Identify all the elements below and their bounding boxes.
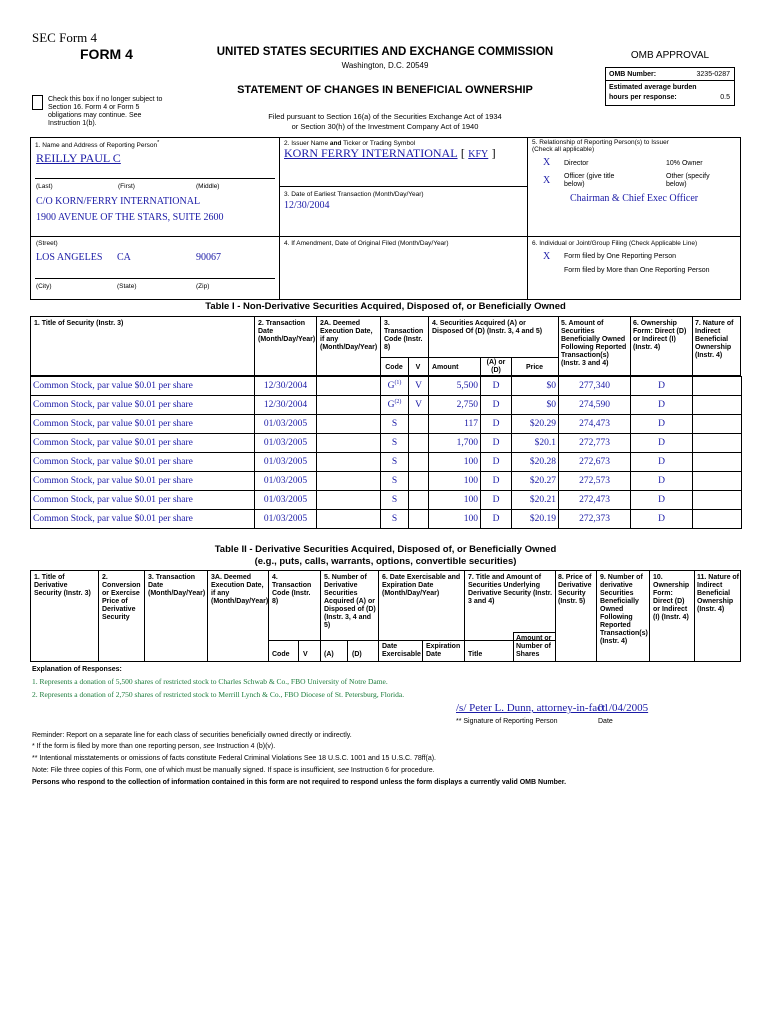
- officer-title: Chairman & Chief Exec Officer: [570, 193, 699, 204]
- address-line1: C/O KORN/FERRY INTERNATIONAL: [36, 196, 201, 207]
- row-ownership-form-text: D: [658, 457, 665, 467]
- row-owned-text: 272,573: [579, 476, 610, 486]
- row-amount: [429, 434, 481, 453]
- row-owned: [559, 396, 631, 415]
- footer-omb: Persons who respond to the collection of information contained in this form are not required to respond unless the form displays a currently valid OMB Number.: [32, 779, 567, 786]
- ticker-bracket-close: ]: [491, 146, 496, 160]
- row-a-or-d: [481, 472, 512, 491]
- t2-h9: 9. Number of derivative Securities Beneficially Owned Following Reported Transaction(s) (Instr. 4): [600, 574, 648, 645]
- row-ownership-form-text: D: [658, 400, 665, 410]
- table2-subtitle: (e.g., puts, calls, warrants, options, convertible securities): [254, 556, 517, 567]
- row-deemed-date: [317, 472, 381, 491]
- table-row: [31, 377, 742, 396]
- row-price-text: $0: [546, 381, 556, 391]
- t1-h2a: 2A. Deemed Execution Date, if any (Month/Day/Year): [320, 320, 378, 351]
- table1-body: [30, 376, 742, 529]
- row-transaction-date-text: 12/30/2004: [263, 381, 308, 391]
- row-code: [381, 377, 409, 396]
- box1-label: 1. Name and Address of Reporting Person*: [35, 140, 160, 150]
- row-code: [381, 396, 409, 415]
- t1-code: Code: [385, 364, 403, 371]
- row-a-or-d: [481, 453, 512, 472]
- row-security-title: [31, 510, 255, 529]
- omb-hours-label: hours per response:: [609, 94, 677, 101]
- row-ownership-form: [631, 510, 693, 529]
- box3-label: 3. Date of Earliest Transaction (Month/Day/Year): [284, 191, 424, 198]
- officer-check[interactable]: X: [543, 175, 551, 186]
- row-a-or-d: [481, 510, 512, 529]
- t1-price: Price: [525, 364, 544, 371]
- t1-h7: 7. Nature of Indirect Beneficial Ownership (Instr. 4): [695, 320, 734, 359]
- row-a-or-d-text: D: [492, 381, 500, 391]
- row-code-text: S: [391, 514, 398, 524]
- row-security-title: [31, 377, 255, 396]
- row-deemed-date: [317, 377, 381, 396]
- row-a-or-d-text: D: [492, 476, 500, 486]
- box2-label: 2. Issuer Name and Ticker or Trading Symbol: [284, 140, 416, 147]
- row-transaction-date: [255, 510, 317, 529]
- row-amount-text: 5,500: [456, 381, 478, 391]
- section16-checkbox[interactable]: [32, 95, 43, 110]
- row-amount: [429, 453, 481, 472]
- issuer-name: KORN FERRY INTERNATIONAL: [284, 146, 458, 160]
- table1-title: Table I - Non-Derivative Securities Acquired, Disposed of, or Beneficially Owned: [205, 301, 566, 312]
- row-amount: [429, 377, 481, 396]
- table-row: [31, 434, 742, 453]
- row-price-text: $20.1: [534, 438, 556, 448]
- t2-h10: 10. Ownership Form: Direct (D) or Indirect (I) (Instr. 4): [653, 574, 690, 621]
- row-nature: [693, 491, 742, 510]
- row-ownership-form-text: D: [658, 419, 665, 429]
- table-row: [31, 415, 742, 434]
- table-row: [31, 453, 742, 472]
- signature-label: ** Signature of Reporting Person: [456, 718, 558, 725]
- t2-code: Code: [272, 651, 290, 658]
- row-a-or-d: [481, 415, 512, 434]
- signature: /s/ Peter L. Dunn, attorney-in-fact: [456, 702, 606, 714]
- row-code: [381, 453, 409, 472]
- row-deemed-date: [317, 510, 381, 529]
- row-ownership-form: [631, 491, 693, 510]
- row-security-title-text: Common Stock, par value $0.01 per share: [33, 400, 193, 410]
- t2-a: (A): [324, 651, 334, 658]
- t1-h1: 1. Title of Security (Instr. 3): [34, 320, 124, 327]
- row-price: [512, 472, 559, 491]
- table2-title: Table II - Derivative Securities Acquired, Disposed of, or Beneficially Owned: [214, 544, 557, 555]
- row-a-or-d-text: D: [492, 400, 500, 410]
- sec-form-label: SEC Form 4: [32, 30, 98, 45]
- footer-misstatements: ** Intentional misstatements or omissions of facts constitute Federal Criminal Violations See 18 U.S.C. 1001 and 15 U.S.C. 78ff(a).: [32, 755, 436, 762]
- t1-h3: 3. Transaction Code (Instr. 8): [384, 320, 424, 351]
- row-code-text: S: [391, 495, 398, 505]
- city-label: (City): [36, 283, 52, 290]
- row-v: [409, 377, 429, 396]
- t2-d: (D): [352, 651, 362, 658]
- row-security-title-text: Common Stock, par value $0.01 per share: [33, 476, 193, 486]
- row-owned-text: 272,773: [579, 438, 610, 448]
- first-label: (First): [118, 183, 135, 190]
- form-number: FORM 4: [80, 46, 133, 62]
- omb-number: 3235-0287: [696, 71, 730, 78]
- omb-burden-label: Estimated average burden: [609, 84, 697, 91]
- t2-h2: 2. Conversion or Exercise Price of Derivative Security: [102, 574, 141, 621]
- row-amount: [429, 510, 481, 529]
- row-owned-text: 274,473: [579, 419, 610, 429]
- t1-v: V: [415, 364, 421, 371]
- row-ownership-form: [631, 453, 693, 472]
- director-check[interactable]: X: [543, 157, 551, 168]
- t2-h6: 6. Date Exercisable and Expiration Date (Month/Day/Year): [382, 574, 461, 597]
- row-a-or-d-text: D: [492, 419, 500, 429]
- row-amount: [429, 491, 481, 510]
- row-security-title-text: Common Stock, par value $0.01 per share: [33, 495, 193, 505]
- row-transaction-date-text: 12/30/2004: [263, 400, 308, 410]
- row-deemed-date: [317, 396, 381, 415]
- row-transaction-date-text: 01/03/2005: [263, 457, 308, 467]
- row-price-text: $20.19: [529, 514, 556, 524]
- row-code: [381, 434, 409, 453]
- middle-label: (Middle): [196, 183, 220, 190]
- row-transaction-date: [255, 434, 317, 453]
- row-code: [381, 491, 409, 510]
- row-owned-text: 277,340: [579, 381, 610, 391]
- row-ownership-form: [631, 377, 693, 396]
- row-price: [512, 415, 559, 434]
- t1-h4: 4. Securities Acquired (A) or Disposed Of (D) (Instr. 3, 4 and 5): [432, 320, 543, 335]
- row-a-or-d-text: D: [492, 495, 500, 505]
- table-row: [31, 472, 742, 491]
- row-amount: [429, 472, 481, 491]
- city-value: LOS ANGELES: [36, 252, 103, 263]
- row-security-title: [31, 434, 255, 453]
- omb-hours: 0.5: [720, 94, 730, 101]
- row-deemed-date: [317, 453, 381, 472]
- row-ownership-form-text: D: [658, 438, 665, 448]
- row-security-title-text: Common Stock, par value $0.01 per share: [33, 457, 193, 467]
- row-ownership-form-text: D: [658, 514, 665, 524]
- t2-h8: 8. Price of Derivative Security (Instr. 5): [558, 574, 592, 605]
- row-nature: [693, 396, 742, 415]
- row-security-title-text: Common Stock, par value $0.01 per share: [33, 514, 193, 524]
- row-owned: [559, 434, 631, 453]
- footnote-ref[interactable]: (2): [394, 399, 402, 406]
- row-v: [409, 491, 429, 510]
- t2-h5: 5. Number of Derivative Securities Acquired (A) or Disposed of (D) (Instr. 3, 4 and 5): [324, 574, 376, 629]
- row-a-or-d: [481, 491, 512, 510]
- row-nature: [693, 472, 742, 491]
- t2-h7: 7. Title and Amount of Securities Underlying Derivative Security (Instr. 3 and 4): [468, 574, 553, 605]
- t2-h11: 11. Nature of Indirect Beneficial Ownership (Instr. 4): [697, 574, 740, 613]
- row-price-text: $20.21: [529, 495, 556, 505]
- t1-h2: 2. Transaction Date (Month/Day/Year): [258, 320, 316, 343]
- row-code-text: S: [391, 476, 398, 486]
- row-owned-text: 272,673: [579, 457, 610, 467]
- footer-reminder: Reminder: Report on a separate line for each class of securities beneficially owned directly or indirectly.: [32, 732, 352, 739]
- row-nature: [693, 510, 742, 529]
- row-price: [512, 453, 559, 472]
- row-owned-text: 272,373: [579, 514, 610, 524]
- row-ownership-form: [631, 396, 693, 415]
- row-v: [409, 396, 429, 415]
- footnote-ref[interactable]: (1): [394, 380, 402, 387]
- row-code-text: S: [391, 438, 398, 448]
- state-label: (State): [117, 283, 137, 290]
- t2-h4: 4. Transaction Code (Instr. 8): [272, 574, 312, 605]
- signature-date: 01/04/2005: [598, 702, 649, 714]
- t2-amount-col: Amount or Number of Shares: [516, 635, 552, 658]
- row-amount-text: 117: [464, 419, 478, 429]
- row-code: [381, 510, 409, 529]
- row-amount: [429, 396, 481, 415]
- row-security-title-text: Common Stock, par value $0.01 per share: [33, 438, 193, 448]
- row-price: [512, 510, 559, 529]
- one-person-label: Form filed by One Reporting Person: [564, 253, 677, 260]
- table-row: [31, 396, 742, 415]
- row-code: [381, 472, 409, 491]
- explanation-note-1: 1. Represents a donation of 5,500 shares of restricted stock to Charles Schwab & Co., FBO University of Notre Dame.: [32, 677, 388, 686]
- section16-text: Check this box if no longer subject to Section 16. Form 4 or Form 5 obligations may continue. See Instruction 1(b).: [48, 96, 163, 127]
- row-v: [409, 453, 429, 472]
- row-owned-text: 274,590: [579, 400, 610, 410]
- row-security-title-text: Common Stock, par value $0.01 per share: [33, 419, 193, 429]
- row-transaction-date-text: 01/03/2005: [263, 495, 308, 505]
- row-amount-text: 2,750: [456, 400, 478, 410]
- row-transaction-date-text: 01/03/2005: [263, 476, 308, 486]
- row-security-title: [31, 491, 255, 510]
- row-price-text: $20.29: [529, 419, 556, 429]
- officer-label: Officer (give title below): [564, 173, 615, 188]
- omb-approval-title: OMB APPROVAL: [630, 50, 710, 61]
- t2-date-ex: Date Exercisable: [382, 643, 421, 658]
- row-amount: [429, 415, 481, 434]
- box5-label: 5. Relationship of Reporting Person(s) to Issuer: [532, 139, 669, 146]
- table-row: [31, 491, 742, 510]
- t2-title-col: Title: [468, 651, 483, 658]
- row-ownership-form-text: D: [658, 495, 665, 505]
- row-code-text: G: [387, 381, 395, 392]
- row-transaction-date: [255, 377, 317, 396]
- last-label: (Last): [36, 183, 53, 190]
- row-code: [381, 415, 409, 434]
- row-price-text: $0: [546, 400, 556, 410]
- ticker-symbol: KFY: [468, 149, 489, 160]
- row-price: [512, 434, 559, 453]
- t2-exp: Expiration Date: [426, 643, 461, 658]
- row-a-or-d-text: D: [492, 438, 500, 448]
- row-deemed-date: [317, 415, 381, 434]
- row-owned: [559, 510, 631, 529]
- address-line2: 1900 AVENUE OF THE STARS, SUITE 2600: [36, 212, 224, 223]
- row-v: [409, 510, 429, 529]
- box6-label: 6. Individual or Joint/Group Filing (Check Applicable Line): [532, 240, 698, 247]
- agency-title: UNITED STATES SECURITIES AND EXCHANGE COMMISSION: [216, 46, 554, 58]
- row-security-title: [31, 396, 255, 415]
- one-person-check[interactable]: X: [543, 251, 551, 262]
- row-v: [409, 415, 429, 434]
- row-price-text: $20.27: [529, 476, 556, 486]
- row-price-text: $20.28: [529, 457, 556, 467]
- reporting-person-name: REILLY PAUL C: [36, 151, 121, 165]
- t2-h3a: 3A. Deemed Execution Date, if any (Month/Day/Year): [211, 574, 269, 605]
- t1-h6: 6. Ownership Form: Direct (D) or Indirect (I) (Instr. 4): [633, 320, 687, 351]
- row-security-title: [31, 472, 255, 491]
- more-person-label: Form filed by More than One Reporting Person: [564, 267, 710, 274]
- filed-pursuant-line1: Filed pursuant to Section 16(a) of the Securities Exchange Act of 1934: [268, 112, 502, 121]
- footer-star: * If the form is filed by more than one reporting person, see Instruction 4 (b)(v).: [32, 743, 276, 750]
- street-label: (Street): [36, 240, 58, 247]
- row-transaction-date: [255, 472, 317, 491]
- row-a-or-d: [481, 434, 512, 453]
- agency-city: Washington, D.C. 20549: [341, 61, 429, 70]
- row-owned: [559, 415, 631, 434]
- state-value: CA: [117, 252, 131, 263]
- t2-h1: 1. Title of Derivative Security (Instr. 3): [34, 574, 91, 597]
- director-label: Director: [564, 160, 589, 167]
- explanation-note-2: 2. Represents a donation of 2,750 shares of restricted stock to Merrill Lynch & Co., FBO Diocese of St. Petersburg, Florida.: [32, 690, 405, 699]
- row-ownership-form: [631, 472, 693, 491]
- row-a-or-d: [481, 377, 512, 396]
- t1-aord: (A) or (D): [486, 359, 506, 374]
- row-price: [512, 396, 559, 415]
- t1-amount: Amount: [432, 364, 459, 371]
- row-security-title-text: Common Stock, par value $0.01 per share: [33, 381, 193, 391]
- row-price: [512, 377, 559, 396]
- ticker-bracket-open: [: [460, 146, 465, 160]
- t2-h3: 3. Transaction Date (Month/Day/Year): [148, 574, 206, 597]
- row-transaction-date: [255, 415, 317, 434]
- row-v: [409, 472, 429, 491]
- row-ownership-form-text: D: [658, 476, 665, 486]
- row-amount-text: 100: [463, 457, 478, 467]
- other-label: Other (specify below): [666, 173, 710, 188]
- row-nature: [693, 377, 742, 396]
- issuer-line: [284, 146, 496, 161]
- row-owned-text: 272,473: [579, 495, 610, 505]
- row-ownership-form: [631, 434, 693, 453]
- statement-title: STATEMENT OF CHANGES IN BENEFICIAL OWNERSHIP: [237, 84, 533, 96]
- zip-value: 90067: [196, 252, 221, 263]
- row-amount-text: 100: [463, 514, 478, 524]
- row-amount-text: 100: [463, 476, 478, 486]
- footer-note: Note: File three copies of this Form, one of which must be manually signed. If space is insufficient, see Instruction 6 for procedure.: [32, 767, 435, 774]
- row-code-text: S: [391, 419, 398, 429]
- row-a-or-d-text: D: [492, 514, 500, 524]
- row-ownership-form: [631, 415, 693, 434]
- row-deemed-date: [317, 434, 381, 453]
- omb-number-label: OMB Number:: [609, 71, 657, 78]
- row-a-or-d-text: D: [492, 457, 500, 467]
- row-transaction-date-text: 01/03/2005: [263, 514, 308, 524]
- row-nature: [693, 434, 742, 453]
- box5-sub: (Check all applicable): [532, 146, 595, 153]
- row-owned: [559, 453, 631, 472]
- row-nature: [693, 415, 742, 434]
- zip-label: (Zip): [196, 283, 210, 290]
- row-transaction-date: [255, 453, 317, 472]
- row-nature: [693, 453, 742, 472]
- ten-pct-owner-label: 10% Owner: [666, 160, 703, 167]
- row-security-title: [31, 453, 255, 472]
- row-owned: [559, 472, 631, 491]
- row-price: [512, 491, 559, 510]
- row-v-text: V: [415, 381, 422, 391]
- row-v-text: V: [415, 400, 422, 410]
- row-a-or-d: [481, 396, 512, 415]
- row-code-text: S: [391, 457, 398, 467]
- box4-label: 4. If Amendment, Date of Original Filed (Month/Day/Year): [284, 240, 449, 247]
- row-transaction-date-text: 01/03/2005: [263, 438, 308, 448]
- explanation-heading: Explanation of Responses:: [32, 666, 122, 673]
- row-code-text: G: [387, 400, 395, 411]
- row-transaction-date-text: 01/03/2005: [263, 419, 308, 429]
- filed-pursuant-line2: or Section 30(h) of the Investment Company Act of 1940: [291, 122, 479, 131]
- row-security-title: [31, 415, 255, 434]
- row-v: [409, 434, 429, 453]
- t2-v: V: [303, 651, 308, 658]
- row-deemed-date: [317, 491, 381, 510]
- row-transaction-date: [255, 396, 317, 415]
- row-transaction-date: [255, 491, 317, 510]
- row-owned: [559, 491, 631, 510]
- t1-h5: 5. Amount of Securities Beneficially Owned Following Reported Transaction(s) (Instr. 3 and 4): [561, 320, 627, 367]
- date-label: Date: [598, 718, 613, 725]
- row-amount-text: 100: [463, 495, 478, 505]
- table-row: [31, 510, 742, 529]
- earliest-transaction-date: 12/30/2004: [284, 200, 330, 211]
- row-ownership-form-text: D: [658, 381, 665, 391]
- row-amount-text: 1,700: [456, 438, 478, 448]
- row-owned: [559, 377, 631, 396]
